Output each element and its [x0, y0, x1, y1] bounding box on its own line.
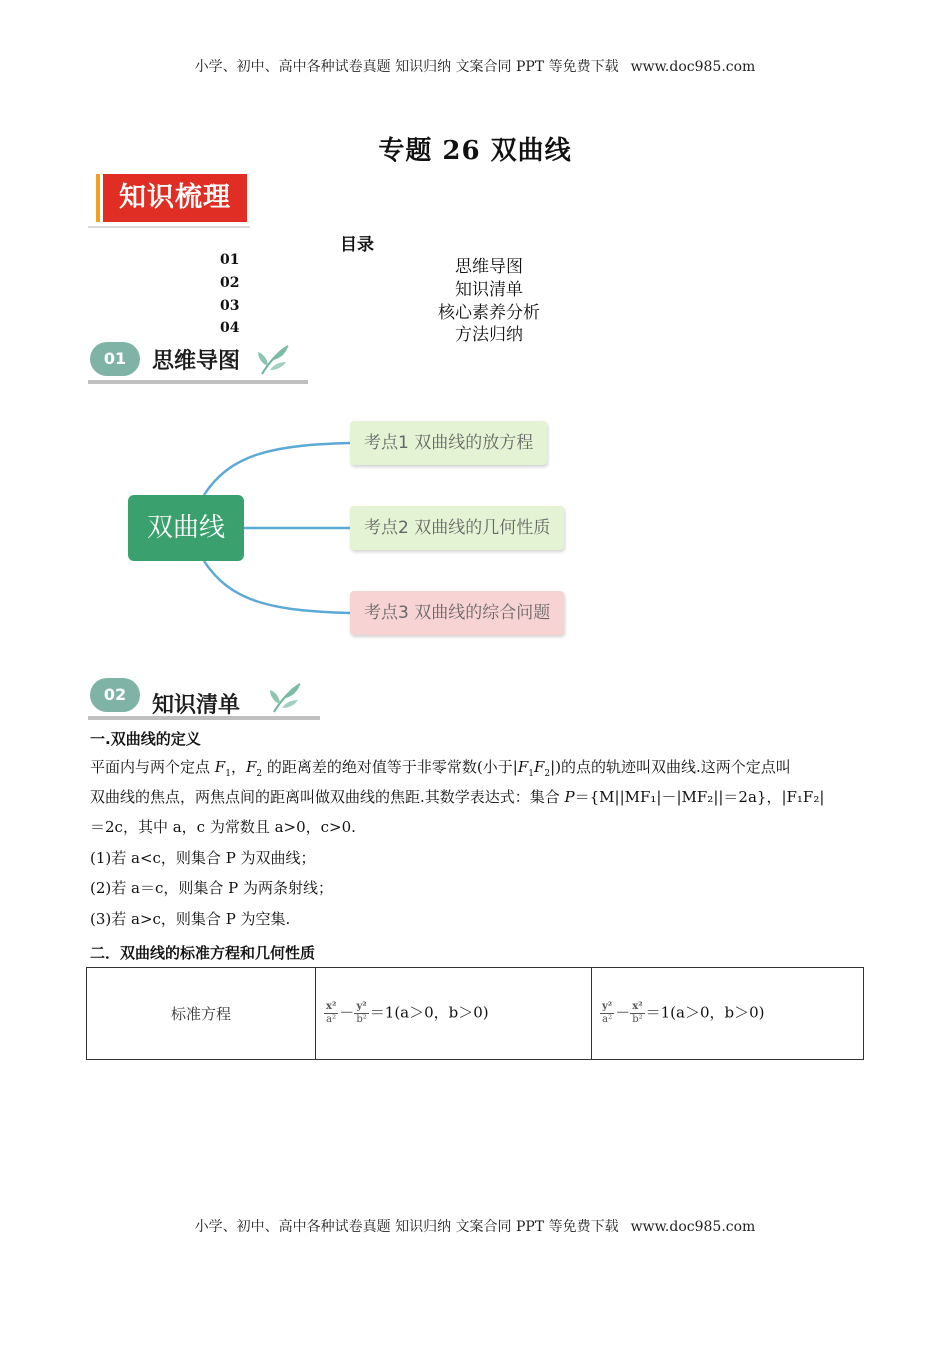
toc-item[interactable] — [0, 320, 950, 345]
leaf-icon — [254, 340, 294, 380]
paragraph-line-2 — [90, 782, 862, 812]
table-cell-equation-1: $\frac{\text{x²}}{\text{a²}}$ － $\frac{\text{y²}}{\text{b²}}$ ＝1(a＞0，b＞0) — [316, 968, 592, 1060]
fraction — [630, 1001, 644, 1026]
fraction — [600, 1001, 614, 1026]
heading-definition: 一.双曲线的定义 — [90, 730, 201, 748]
numerator: y² — [354, 1001, 368, 1014]
mind-map-node-1: 考点1 双曲线的放方程 — [350, 421, 547, 465]
toc-item-label: 核心素养分析 — [438, 303, 540, 323]
toc-item[interactable] — [0, 275, 950, 300]
text: P — [564, 788, 575, 806]
toc-item-number: 04 — [220, 320, 240, 336]
mind-map-node-3: 考点3 双曲线的综合问题 — [350, 591, 564, 635]
section-underline — [88, 380, 308, 384]
equation-rest: ＝1(a＞0，b＞0) — [645, 1003, 765, 1022]
text: )的点的轨迹叫双曲线.这两个定点叫 — [555, 758, 791, 776]
page-title: 专题 26 双曲线 — [378, 136, 572, 166]
mind-map — [100, 405, 620, 655]
table-cell-equation-2: $\frac{\text{y²}}{\text{a²}}$ － $\frac{\text{x²}}{\text{b²}}$ ＝1(a＞0，b＞0) — [592, 968, 864, 1060]
toc-title: 目录 — [340, 235, 374, 255]
mind-map-node-2: 考点2 双曲线的几何性质 — [350, 506, 564, 550]
footer-url[interactable]: www.doc985.com — [630, 1219, 756, 1235]
heading-standard-equation: 二．双曲线的标准方程和几何性质 — [90, 944, 316, 962]
toc-item-label: 思维导图 — [455, 257, 523, 277]
toc-item[interactable] — [0, 298, 950, 323]
toc-item[interactable] — [0, 252, 950, 277]
text: 的距离差的绝对值等于非零常数(小于 — [266, 758, 513, 776]
section-banner-mindmap — [88, 340, 308, 384]
table-cell-label: 标准方程 — [87, 968, 316, 1060]
table-row — [87, 968, 864, 1060]
toc-item-label: 方法归纳 — [455, 325, 523, 345]
paragraph-line-3: ＝2c，其中 a，c 为常数且 a>0，c>0. — [90, 818, 356, 836]
banner-underline — [88, 226, 250, 228]
fraction — [354, 1001, 368, 1026]
text: 双曲线的焦点，两焦点间的距离叫做双曲线的焦距.其数学表达式：集合 — [90, 788, 565, 806]
condition-item-1: (1)若 a<c，则集合 P 为双曲线； — [90, 849, 316, 867]
section-number-badge: 01 — [90, 342, 140, 376]
denominator: b² — [356, 1014, 367, 1025]
condition-item-2: (2)若 a＝c，则集合 P 为两条射线； — [90, 879, 333, 897]
text: ＝{M||MF₁|－|MF₂||＝2a}，|F₁F₂| — [574, 788, 825, 806]
numerator: y² — [602, 1001, 613, 1012]
section-banner-knowledge-list — [88, 676, 320, 720]
section-title: 知识清单 — [152, 693, 241, 718]
section-title: 思维导图 — [152, 349, 241, 374]
banner-label: 知识梳理 — [103, 174, 247, 222]
standard-equation-table — [86, 967, 864, 1060]
footer-text: 小学、初中、高中各种试卷真题 知识归纳 文案合同 PPT 等免费下载 — [194, 1219, 619, 1235]
section-number-badge: 02 — [90, 678, 140, 712]
toc-item-number: 03 — [220, 298, 240, 314]
text: 平面内与两个定点 — [90, 758, 215, 776]
knowledge-banner — [88, 172, 250, 228]
denominator: b² — [632, 1014, 643, 1025]
toc-item-number: 01 — [220, 252, 240, 268]
header-url[interactable]: www.doc985.com — [630, 59, 756, 75]
fraction — [324, 1001, 338, 1026]
leaf-icon — [266, 678, 306, 718]
toc-item-label: 知识清单 — [455, 280, 523, 300]
condition-item-3: (3)若 a>c，则集合 P 为空集. — [90, 910, 291, 928]
banner-accent-bar — [96, 174, 100, 222]
denominator: a² — [326, 1014, 337, 1025]
denominator: a² — [602, 1014, 613, 1025]
paragraph-line-1: 平面内与两个定点 $F_1$，$F_2$ 的距离差的绝对值等于非零常数(小于$|F_1F_2|$)的点的轨迹叫双曲线.这两个定点叫 — [90, 758, 791, 779]
numerator: x² — [630, 1001, 644, 1014]
header-text: 小学、初中、高中各种试卷真题 知识归纳 文案合同 PPT 等免费下载 — [194, 59, 619, 75]
mind-map-center-node: 双曲线 — [128, 495, 244, 561]
page-header — [0, 56, 950, 76]
page-footer — [0, 1216, 950, 1236]
toc-item-number: 02 — [220, 275, 240, 291]
numerator: x² — [326, 1001, 337, 1012]
equation-rest: ＝1(a＞0，b＞0) — [369, 1003, 489, 1022]
